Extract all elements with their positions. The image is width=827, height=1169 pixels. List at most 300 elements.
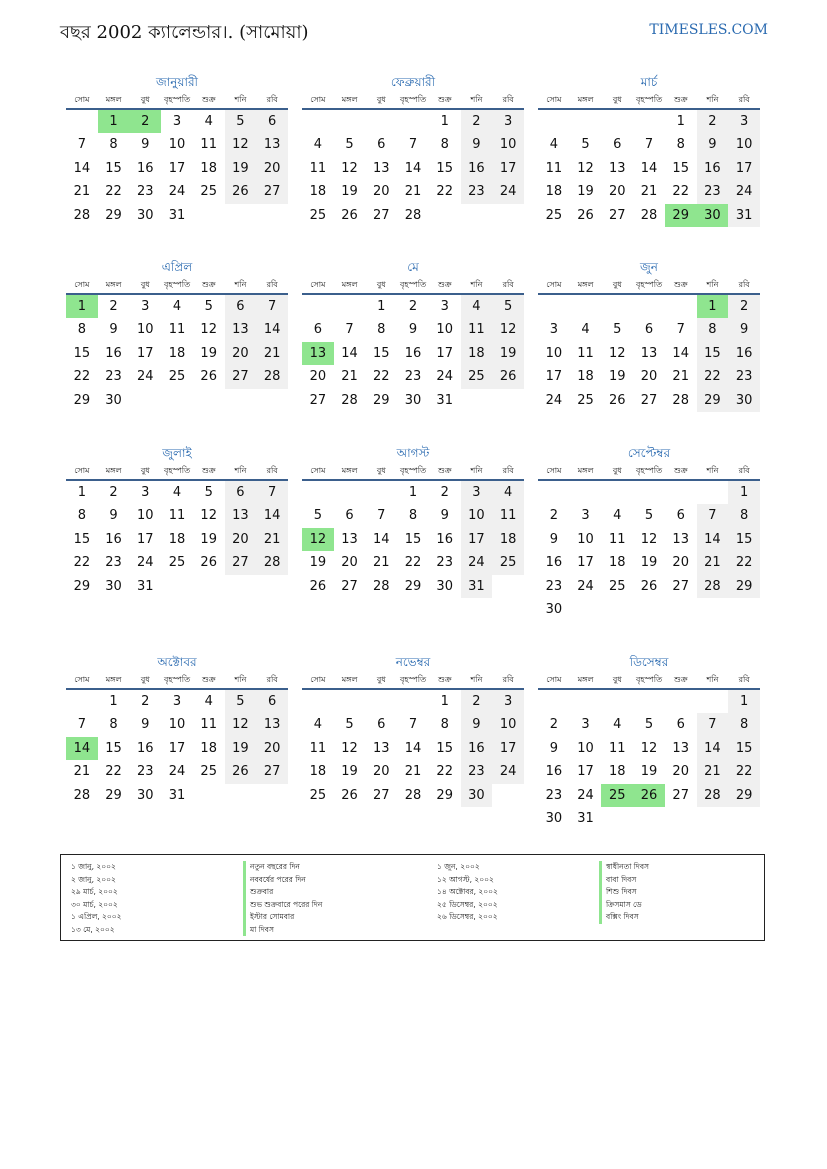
day-cell[interactable]: 13 [373,740,390,756]
day-cell[interactable]: 17 [545,369,563,385]
day-cell[interactable]: 27 [373,787,390,803]
day-cell[interactable]: 20 [640,369,658,385]
day-cell[interactable]: 11 [545,160,563,176]
day-cell[interactable]: 11 [168,508,186,524]
day-cell[interactable]: 2 [109,299,118,314]
day-cell[interactable]: 8 [676,137,685,153]
day-cell[interactable]: 9 [408,322,418,338]
day-cell[interactable]: 29 [697,389,729,412]
day-cell[interactable]: 2 [697,110,729,133]
day-cell[interactable]: 2 [461,110,493,133]
day-cell[interactable]: 27 [256,760,288,783]
day-cell[interactable]: 28 [373,578,390,594]
day-cell[interactable]: 15 [672,160,689,176]
day-cell[interactable]: 23 [137,764,154,780]
day-cell[interactable]: 8 [77,508,86,524]
day-cell[interactable]: 4 [204,114,213,129]
day-cell[interactable]: 2 [408,299,418,314]
day-cell[interactable]: 17 [577,764,594,780]
day-cell[interactable]: 10 [168,137,186,153]
day-cell[interactable]: 31 [168,787,186,803]
day-cell[interactable]: 5 [345,137,354,153]
day-cell[interactable]: 20 [256,157,288,180]
day-cell[interactable]: 22 [404,555,422,571]
day-cell[interactable]: 25 [168,369,186,385]
day-cell[interactable]: 30 [545,601,563,617]
day-cell[interactable]: 20 [256,737,288,760]
day-cell[interactable]: 16 [545,764,563,780]
day-cell[interactable]: 18 [168,345,186,361]
day-cell[interactable]: 18 [577,369,594,385]
day-cell[interactable]: 10 [492,133,524,156]
day-cell[interactable]: 3 [492,690,524,713]
day-cell[interactable]: 18 [200,160,217,176]
day-cell[interactable]: 16 [436,531,453,547]
day-cell[interactable]: 24 [436,369,453,385]
day-cell[interactable]: 6 [225,295,257,318]
holiday-day-cell[interactable]: 29 [665,204,697,227]
day-cell[interactable]: 24 [168,764,186,780]
day-cell[interactable]: 12 [200,322,217,338]
day-cell[interactable]: 18 [492,528,524,551]
day-cell[interactable]: 16 [105,531,122,547]
day-cell[interactable]: 5 [225,690,257,713]
day-cell[interactable]: 2 [461,690,493,713]
day-cell[interactable]: 15 [436,160,453,176]
day-cell[interactable]: 27 [640,392,658,408]
day-cell[interactable]: 11 [200,717,217,733]
day-cell[interactable]: 14 [256,504,288,527]
day-cell[interactable]: 12 [609,345,626,361]
day-cell[interactable]: 14 [373,531,390,547]
day-cell[interactable]: 20 [672,555,689,571]
day-cell[interactable]: 15 [105,740,122,756]
day-cell[interactable]: 15 [728,737,760,760]
day-cell[interactable]: 16 [697,157,729,180]
day-cell[interactable]: 5 [345,717,354,733]
day-cell[interactable]: 9 [141,717,150,733]
day-cell[interactable]: 10 [436,322,453,338]
day-cell[interactable]: 7 [77,137,86,153]
day-cell[interactable]: 4 [613,717,622,733]
day-cell[interactable]: 31 [137,578,154,594]
day-cell[interactable]: 12 [225,133,257,156]
day-cell[interactable]: 19 [225,737,257,760]
day-cell[interactable]: 29 [73,392,91,408]
day-cell[interactable]: 29 [728,575,760,598]
day-cell[interactable]: 30 [545,810,563,826]
day-cell[interactable]: 11 [461,318,493,341]
day-cell[interactable]: 19 [200,345,217,361]
day-cell[interactable]: 6 [256,110,288,133]
day-cell[interactable]: 24 [728,180,760,203]
day-cell[interactable]: 3 [581,508,590,524]
day-cell[interactable]: 6 [613,137,622,153]
day-cell[interactable]: 26 [200,369,217,385]
day-cell[interactable]: 24 [577,578,594,594]
day-cell[interactable]: 18 [309,184,327,200]
day-cell[interactable]: 10 [492,713,524,736]
day-cell[interactable]: 3 [728,110,760,133]
day-cell[interactable]: 26 [225,180,257,203]
day-cell[interactable]: 19 [309,555,327,571]
day-cell[interactable]: 13 [225,504,257,527]
day-cell[interactable]: 25 [577,392,594,408]
day-cell[interactable]: 25 [545,207,563,223]
day-cell[interactable]: 5 [613,322,622,338]
day-cell[interactable]: 29 [404,578,422,594]
day-cell[interactable]: 11 [200,137,217,153]
day-cell[interactable]: 5 [644,717,654,733]
day-cell[interactable]: 15 [697,342,729,365]
day-cell[interactable]: 21 [672,369,689,385]
day-cell[interactable]: 23 [461,180,493,203]
day-cell[interactable]: 30 [137,207,154,223]
day-cell[interactable]: 12 [200,508,217,524]
day-cell[interactable]: 22 [73,369,91,385]
day-cell[interactable]: 28 [404,787,422,803]
day-cell[interactable]: 16 [461,737,493,760]
day-cell[interactable]: 4 [613,508,622,524]
day-cell[interactable]: 18 [545,184,563,200]
day-cell[interactable]: 20 [225,528,257,551]
day-cell[interactable]: 31 [168,207,186,223]
day-cell[interactable]: 23 [404,369,422,385]
day-cell[interactable]: 21 [73,764,91,780]
day-cell[interactable]: 25 [492,551,524,574]
day-cell[interactable]: 12 [640,740,658,756]
day-cell[interactable]: 9 [109,322,118,338]
day-cell[interactable]: 21 [256,342,288,365]
day-cell[interactable]: 19 [341,764,358,780]
day-cell[interactable]: 11 [577,345,594,361]
day-cell[interactable]: 25 [309,207,327,223]
day-cell[interactable]: 13 [256,133,288,156]
day-cell[interactable]: 19 [609,369,626,385]
day-cell[interactable]: 4 [313,717,322,733]
day-cell[interactable]: 3 [141,485,150,500]
day-cell[interactable]: 11 [609,531,626,547]
day-cell[interactable]: 3 [581,717,590,733]
day-cell[interactable]: 10 [168,717,186,733]
day-cell[interactable]: 13 [672,740,689,756]
day-cell[interactable]: 25 [200,764,217,780]
holiday-day-cell[interactable]: 1 [66,295,98,318]
day-cell[interactable]: 5 [204,485,213,500]
day-cell[interactable]: 23 [137,184,154,200]
day-cell[interactable]: 7 [77,717,86,733]
day-cell[interactable]: 23 [545,578,563,594]
day-cell[interactable]: 11 [609,740,626,756]
day-cell[interactable]: 22 [436,764,453,780]
day-cell[interactable]: 11 [309,160,327,176]
day-cell[interactable]: 8 [697,318,729,341]
day-cell[interactable]: 28 [73,207,91,223]
day-cell[interactable]: 31 [436,392,453,408]
day-cell[interactable]: 22 [728,760,760,783]
holiday-day-cell[interactable]: 25 [601,784,633,807]
holiday-day-cell[interactable]: 12 [302,528,334,551]
day-cell[interactable]: 21 [404,764,422,780]
day-cell[interactable]: 30 [105,392,122,408]
day-cell[interactable]: 2 [440,485,449,500]
day-cell[interactable]: 18 [609,555,626,571]
day-cell[interactable]: 8 [109,137,118,153]
day-cell[interactable]: 15 [728,528,760,551]
day-cell[interactable]: 8 [77,322,86,338]
day-cell[interactable]: 6 [676,508,685,524]
day-cell[interactable]: 14 [672,345,689,361]
day-cell[interactable]: 27 [373,207,390,223]
day-cell[interactable]: 29 [105,787,122,803]
day-cell[interactable]: 26 [200,555,217,571]
day-cell[interactable]: 17 [492,737,524,760]
day-cell[interactable]: 18 [200,740,217,756]
day-cell[interactable]: 30 [404,392,422,408]
day-cell[interactable]: 29 [373,392,390,408]
day-cell[interactable]: 27 [341,578,358,594]
day-cell[interactable]: 13 [341,531,358,547]
day-cell[interactable]: 31 [461,575,493,598]
day-cell[interactable]: 19 [640,764,658,780]
day-cell[interactable]: 20 [373,764,390,780]
day-cell[interactable]: 7 [345,322,354,338]
day-cell[interactable]: 1 [440,114,449,129]
holiday-day-cell[interactable]: 30 [697,204,729,227]
day-cell[interactable]: 27 [672,787,689,803]
day-cell[interactable]: 4 [581,322,590,338]
day-cell[interactable]: 14 [404,160,422,176]
day-cell[interactable]: 12 [341,160,358,176]
day-cell[interactable]: 2 [549,717,558,733]
day-cell[interactable]: 1 [440,694,449,709]
day-cell[interactable]: 6 [345,508,354,524]
day-cell[interactable]: 21 [697,551,729,574]
day-cell[interactable]: 3 [440,299,449,314]
day-cell[interactable]: 6 [313,322,322,338]
day-cell[interactable]: 23 [697,180,729,203]
day-cell[interactable]: 24 [137,555,154,571]
day-cell[interactable]: 4 [204,694,213,709]
day-cell[interactable]: 31 [728,204,760,227]
day-cell[interactable]: 13 [256,713,288,736]
day-cell[interactable]: 20 [609,184,626,200]
day-cell[interactable]: 23 [728,365,760,388]
day-cell[interactable]: 29 [73,578,91,594]
day-cell[interactable]: 25 [309,787,327,803]
day-cell[interactable]: 14 [404,740,422,756]
day-cell[interactable]: 28 [256,365,288,388]
day-cell[interactable]: 20 [373,184,390,200]
day-cell[interactable]: 28 [341,392,358,408]
day-cell[interactable]: 7 [256,295,288,318]
day-cell[interactable]: 22 [672,184,689,200]
day-cell[interactable]: 17 [577,555,594,571]
day-cell[interactable]: 20 [672,764,689,780]
day-cell[interactable]: 21 [256,528,288,551]
day-cell[interactable]: 7 [697,504,729,527]
day-cell[interactable]: 26 [640,578,658,594]
day-cell[interactable]: 18 [309,764,327,780]
day-cell[interactable]: 23 [105,555,122,571]
day-cell[interactable]: 7 [408,137,418,153]
day-cell[interactable]: 16 [404,345,422,361]
day-cell[interactable]: 5 [204,299,213,314]
day-cell[interactable]: 19 [200,531,217,547]
day-cell[interactable]: 29 [105,207,122,223]
day-cell[interactable]: 21 [341,369,358,385]
day-cell[interactable]: 27 [256,180,288,203]
day-cell[interactable]: 1 [676,114,685,129]
day-cell[interactable]: 22 [436,184,453,200]
day-cell[interactable]: 21 [404,184,422,200]
day-cell[interactable]: 28 [404,207,422,223]
day-cell[interactable]: 10 [461,504,493,527]
day-cell[interactable]: 11 [168,322,186,338]
day-cell[interactable]: 28 [73,787,91,803]
day-cell[interactable]: 4 [461,295,493,318]
day-cell[interactable]: 17 [461,528,493,551]
day-cell[interactable]: 3 [172,114,182,129]
day-cell[interactable]: 23 [461,760,493,783]
day-cell[interactable]: 22 [697,365,729,388]
day-cell[interactable]: 9 [728,318,760,341]
day-cell[interactable]: 9 [440,508,449,524]
day-cell[interactable]: 15 [73,531,91,547]
holiday-day-cell[interactable]: 2 [129,110,161,133]
day-cell[interactable]: 21 [373,555,390,571]
day-cell[interactable]: 15 [105,160,122,176]
day-cell[interactable]: 6 [644,322,654,338]
day-cell[interactable]: 13 [672,531,689,547]
day-cell[interactable]: 10 [728,133,760,156]
day-cell[interactable]: 8 [109,717,118,733]
day-cell[interactable]: 6 [377,717,386,733]
day-cell[interactable]: 27 [225,365,257,388]
day-cell[interactable]: 7 [256,481,288,504]
day-cell[interactable]: 22 [105,184,122,200]
day-cell[interactable]: 1 [728,690,760,713]
day-cell[interactable]: 20 [225,342,257,365]
day-cell[interactable]: 13 [640,345,658,361]
day-cell[interactable]: 5 [225,110,257,133]
day-cell[interactable]: 30 [137,787,154,803]
day-cell[interactable]: 4 [492,481,524,504]
day-cell[interactable]: 9 [697,133,729,156]
day-cell[interactable]: 22 [105,764,122,780]
day-cell[interactable]: 5 [581,137,590,153]
day-cell[interactable]: 6 [676,717,685,733]
day-cell[interactable]: 28 [672,392,689,408]
day-cell[interactable]: 28 [697,575,729,598]
day-cell[interactable]: 7 [676,322,685,338]
day-cell[interactable]: 25 [461,365,493,388]
day-cell[interactable]: 24 [545,392,563,408]
day-cell[interactable]: 25 [609,578,626,594]
day-cell[interactable]: 13 [609,160,626,176]
day-cell[interactable]: 17 [728,157,760,180]
day-cell[interactable]: 19 [577,184,594,200]
day-cell[interactable]: 8 [408,508,418,524]
day-cell[interactable]: 24 [492,180,524,203]
day-cell[interactable]: 6 [377,137,386,153]
day-cell[interactable]: 19 [341,184,358,200]
day-cell[interactable]: 27 [672,578,689,594]
day-cell[interactable]: 23 [545,787,563,803]
day-cell[interactable]: 10 [137,322,154,338]
day-cell[interactable]: 25 [168,555,186,571]
day-cell[interactable]: 15 [373,345,390,361]
day-cell[interactable]: 1 [728,481,760,504]
holiday-day-cell[interactable]: 1 [98,110,130,133]
day-cell[interactable]: 21 [640,184,658,200]
day-cell[interactable]: 24 [137,369,154,385]
day-cell[interactable]: 21 [697,760,729,783]
day-cell[interactable]: 3 [172,694,182,709]
day-cell[interactable]: 17 [137,345,154,361]
day-cell[interactable]: 16 [728,342,760,365]
day-cell[interactable]: 24 [577,787,594,803]
day-cell[interactable]: 14 [73,160,91,176]
day-cell[interactable]: 28 [697,784,729,807]
day-cell[interactable]: 17 [436,345,453,361]
day-cell[interactable]: 7 [377,508,386,524]
day-cell[interactable]: 8 [440,717,449,733]
day-cell[interactable]: 4 [172,299,182,314]
holiday-day-cell[interactable]: 1 [697,295,729,318]
day-cell[interactable]: 19 [225,157,257,180]
day-cell[interactable]: 20 [309,369,327,385]
day-cell[interactable]: 25 [200,184,217,200]
day-cell[interactable]: 1 [408,485,418,500]
day-cell[interactable]: 13 [225,318,257,341]
day-cell[interactable]: 16 [105,345,122,361]
day-cell[interactable]: 2 [109,485,118,500]
day-cell[interactable]: 26 [577,207,594,223]
day-cell[interactable]: 23 [105,369,122,385]
day-cell[interactable]: 15 [404,531,422,547]
day-cell[interactable]: 20 [341,555,358,571]
day-cell[interactable]: 14 [697,528,729,551]
day-cell[interactable]: 10 [577,740,594,756]
day-cell[interactable]: 17 [168,160,186,176]
day-cell[interactable]: 28 [256,551,288,574]
day-cell[interactable]: 29 [436,787,453,803]
day-cell[interactable]: 18 [609,764,626,780]
day-cell[interactable]: 22 [728,551,760,574]
day-cell[interactable]: 14 [697,737,729,760]
day-cell[interactable]: 7 [408,717,418,733]
day-cell[interactable]: 26 [309,578,327,594]
day-cell[interactable]: 31 [577,810,594,826]
day-cell[interactable]: 24 [461,551,493,574]
day-cell[interactable]: 10 [545,345,563,361]
day-cell[interactable]: 1 [109,694,118,709]
day-cell[interactable]: 2 [728,295,760,318]
day-cell[interactable]: 26 [492,365,524,388]
day-cell[interactable]: 3 [549,322,558,338]
day-cell[interactable]: 23 [436,555,453,571]
day-cell[interactable]: 1 [377,299,386,314]
day-cell[interactable]: 16 [137,740,154,756]
day-cell[interactable]: 6 [256,690,288,713]
day-cell[interactable]: 10 [577,531,594,547]
day-cell[interactable]: 26 [341,787,358,803]
day-cell[interactable]: 9 [549,531,558,547]
day-cell[interactable]: 4 [313,137,322,153]
day-cell[interactable]: 3 [141,299,150,314]
day-cell[interactable]: 12 [225,713,257,736]
